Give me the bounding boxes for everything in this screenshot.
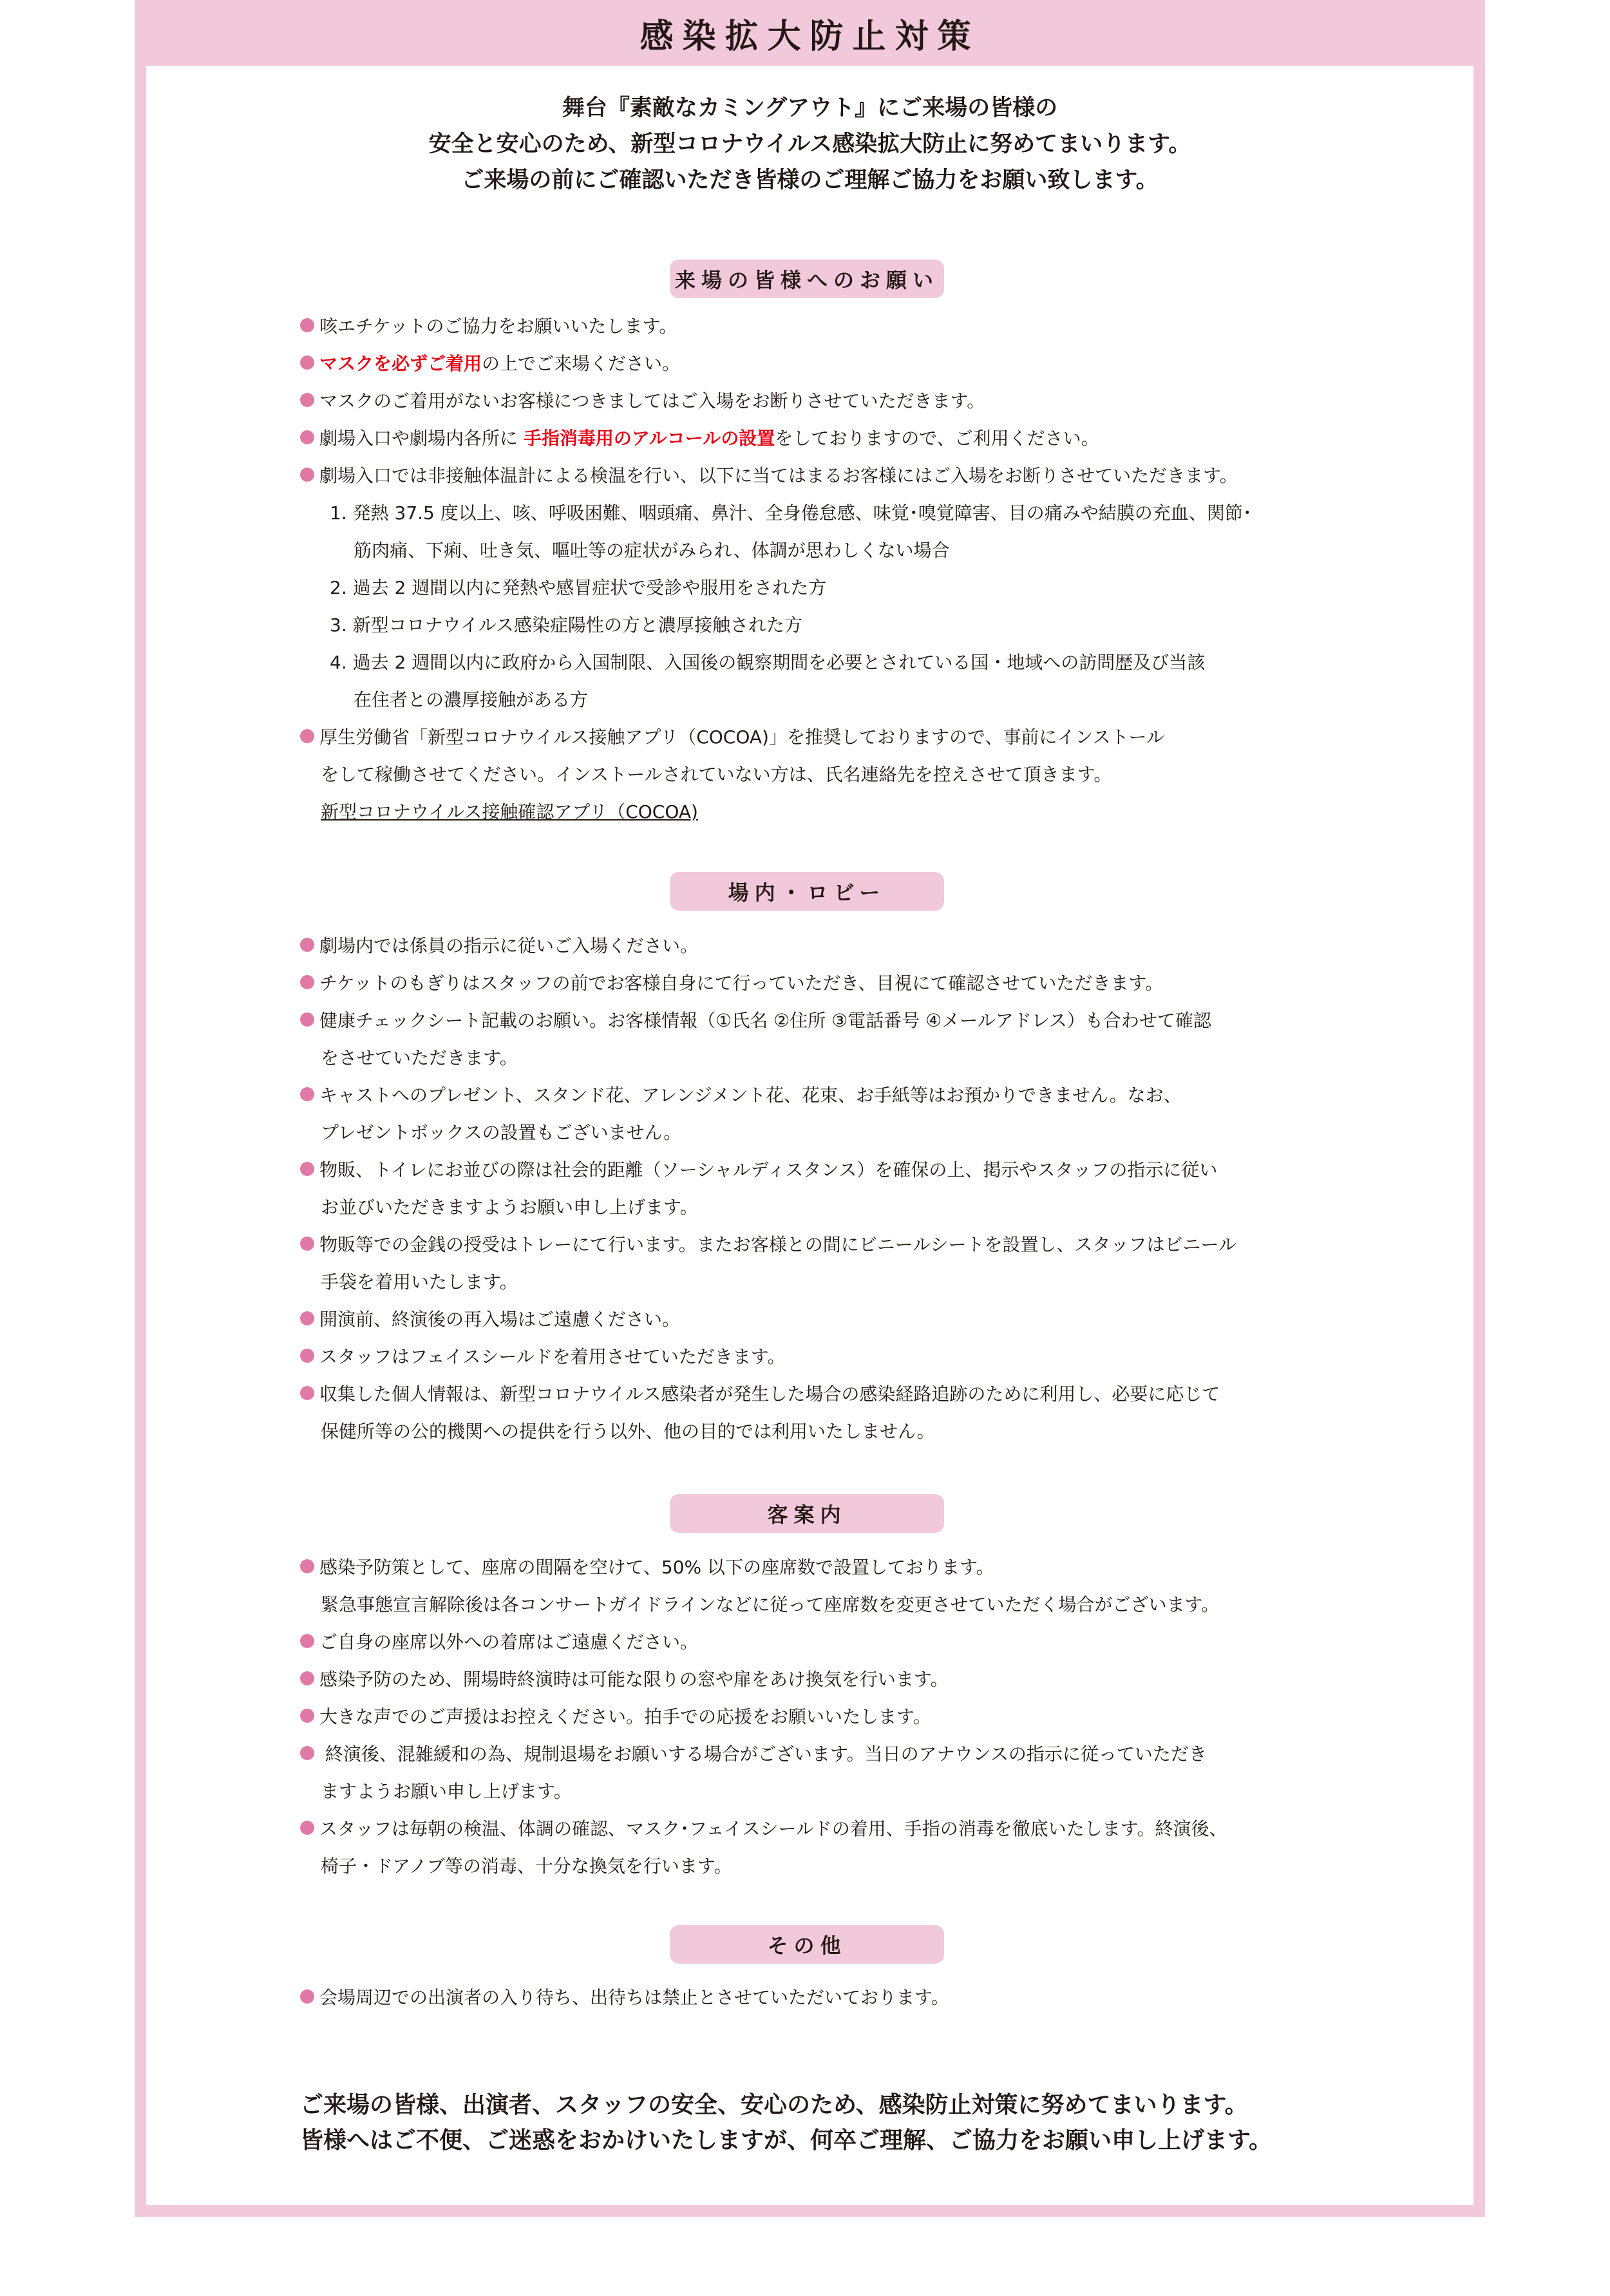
closing-message [300, 2087, 1333, 2158]
list-item: ご自身の座席以外への着席はご遠慮ください。 [300, 1624, 1333, 1661]
list-item-continuation: をさせていただきます。 [321, 1047, 518, 1068]
sub-item: 3. 新型コロナウイルス感染症陽性の方と濃厚接触された方 [330, 614, 802, 636]
bullet-icon [300, 729, 314, 743]
list-item: マスクのご着用がないお客様につきましてはご入場をお断りさせていただきます。 [300, 383, 1333, 420]
sub-item: 4. 過去 2 週間以内に政府から入国制限、入国後の観察期間を必要とされている国・地域への訪問歴及び当該 [330, 652, 1206, 673]
list-item-continuation: プレゼントボックスの設置もございません。 [321, 1122, 682, 1143]
bullet-icon [300, 1709, 314, 1723]
bullet-icon [300, 430, 314, 444]
sub-item-continuation: 筋肉痛、下痢、吐き気、嘔吐等の症状がみられ、体調が思わしくない場合 [354, 540, 950, 561]
bullet-icon [300, 1237, 314, 1251]
list-item: 開演前、終演後の再入場はご遠慮ください。 [300, 1301, 1333, 1338]
bullet-icon [300, 468, 314, 482]
list-item: スタッフは毎朝の検温、体調の確認、マスク･フェイスシールドの着用、手指の消毒を徹底いたします。終演後、 [300, 1810, 1333, 1848]
bullet-icon [300, 938, 314, 952]
list-item: 咳エチケットのご協力をお願いいたします。 [300, 308, 1333, 345]
bullet-icon [300, 1559, 314, 1573]
section-heading-other: その他 [670, 1925, 944, 1964]
bullet-icon [300, 1634, 314, 1648]
list-item-continuation: をして稼働させてください。インストールされていない方は、氏名連絡先を控えさせて頂きます。 [321, 764, 1112, 785]
list-item: チケットのもぎりはスタッフの前でお客様自身にて行っていただき、目視にて確認させていただきます。 [300, 965, 1333, 1002]
section-heading-guidance: 客案内 [670, 1494, 944, 1533]
list-item-continuation: 保健所等の公的機関への提供を行う以外、他の目的では利用いたしません。 [321, 1421, 935, 1442]
section-heading-lobby: 場内・ロビー [670, 872, 944, 911]
page-title: 感染拡大防止対策 [639, 17, 980, 56]
list-item-continuation: 緊急事態宣言解除後は各コンサートガイドラインなどに従って座席数を変更させていただく場合がございます。 [321, 1594, 1220, 1615]
sub-item-continuation: 在住者との濃厚接触がある方 [354, 689, 589, 710]
bullet-icon [300, 1746, 314, 1760]
bullet-icon [300, 393, 314, 407]
closing-line: ご来場の皆様、出演者、スタッフの安全、安心のため、感染防止対策に努めてまいります。 [300, 2092, 1248, 2118]
bullet-icon [300, 1162, 314, 1176]
list-item: 厚生労働省「新型コロナウイルス接触アプリ（COCOA)」を推奨しておりますので、事前にインストール [300, 719, 1333, 756]
list-item: マスクを必ずご着用の上でご来場ください。 [300, 345, 1333, 383]
list-item: 感染予防のため、開場時終演時は可能な限りの窓や扉をあけ換気を行います。 [300, 1661, 1333, 1698]
list-item: 物販等での金銭の授受はトレーにて行います。またお客様との間にビニールシートを設置し、スタッフはビニール [300, 1226, 1333, 1264]
sub-item: 2. 過去 2 週間以内に発熱や感冒症状で受診や服用をされた方 [330, 577, 827, 598]
list-item: 収集した個人情報は、新型コロナウイルス感染者が発生した場合の感染経路追跡のために利用し、必要に応じて [300, 1376, 1333, 1413]
list-item-continuation: 椅子・ドアノブ等の消毒、十分な換気を行います。 [321, 1855, 732, 1877]
section-heading-visitors: 来場の皆様へのお願い [670, 260, 944, 298]
list-item: 劇場入口や劇場内各所に 手指消毒用のアルコールの設置をしておりますので、ご利用ください。 [300, 420, 1333, 457]
bullet-icon [300, 1012, 314, 1027]
list-item-continuation: 手袋を着用いたします。 [321, 1271, 518, 1293]
list-item: 劇場内では係員の指示に従いご入場ください。 [300, 927, 1333, 965]
list-item-continuation: ますようお願い申し上げます。 [321, 1781, 572, 1802]
bullet-icon [300, 1989, 314, 2004]
list-item: 終演後、混雑緩和の為、規制退場をお願いする場合がございます。当日のアナウンスの指示に従っていただき [300, 1736, 1333, 1773]
intro-line: ご来場の前にご確認いただき皆様のご理解ご協力をお願い致します。 [461, 167, 1159, 193]
other-list [300, 1979, 1333, 2016]
lobby-list [300, 927, 1333, 1450]
list-item: 大きな声でのご声援はお控えください。拍手での応援をお願いいたします。 [300, 1698, 1333, 1736]
bullet-icon [300, 318, 314, 332]
list-item: スタッフはフェイスシールドを着用させていただきます。 [300, 1338, 1333, 1376]
bullet-icon [300, 1311, 314, 1325]
list-item: 会場周辺での出演者の入り待ち、出待ちは禁止とさせていただいております。 [300, 1979, 1333, 2016]
cocoa-link-row [300, 793, 1333, 831]
cocoa-app-link[interactable]: 新型コロナウイルス接触確認アプリ（COCOA) [321, 801, 698, 822]
visitors-list [300, 308, 1333, 831]
closing-line: 皆様へはご不便、ご迷惑をおかけいたしますが、何卒ご理解、ご協力をお願い申し上げます。 [300, 2127, 1273, 2154]
bullet-icon [300, 1821, 314, 1835]
intro-text [135, 90, 1485, 198]
bullet-icon [300, 1671, 314, 1685]
bullet-icon [300, 356, 314, 370]
list-item-continuation: お並びいただきますようお願い申し上げます。 [321, 1197, 698, 1218]
bullet-icon [300, 1087, 314, 1101]
intro-line: 舞台『素敵なカミングアウト』にご来場の皆様の [562, 95, 1058, 121]
intro-line: 安全と安心のため、新型コロナウイルス感染拡大防止に努めてまいります。 [428, 131, 1191, 157]
emphasis-text: マスクを必ずご着用 [319, 353, 482, 374]
bullet-icon [300, 1349, 314, 1363]
list-item: キャストへのプレゼント、スタンド花、アレンジメント花、花束、お手紙等はお預かりできません。なお、 [300, 1077, 1333, 1114]
list-item: 健康チェックシート記載のお願い。お客様情報（①氏名 ②住所 ③電話番号 ④メールアドレス）も合わせて確認 [300, 1002, 1333, 1039]
emphasis-text: 手指消毒用のアルコールの設置 [523, 428, 775, 449]
sub-item: 1. 発熱 37.5 度以上、咳、呼吸困難、咽頭痛、鼻汁、全身倦怠感、味覚･嗅覚障害、目の痛みや結膜の充血、関節･ [330, 502, 1252, 524]
bullet-icon [300, 975, 314, 989]
list-item: 物販、トイレにお並びの際は社会的距離（ソーシャルディスタンス）を確保の上、掲示やスタッフの指示に従い [300, 1152, 1333, 1189]
list-item: 劇場入口では非接触体温計による検温を行い、以下に当てはまるお客様にはご入場をお断りさせていただきます。 [300, 457, 1333, 495]
list-item: 感染予防策として、座席の間隔を空けて、50% 以下の座席数で設置しております。 [300, 1549, 1333, 1586]
bullet-icon [300, 1386, 314, 1400]
guidance-list [300, 1549, 1333, 1885]
